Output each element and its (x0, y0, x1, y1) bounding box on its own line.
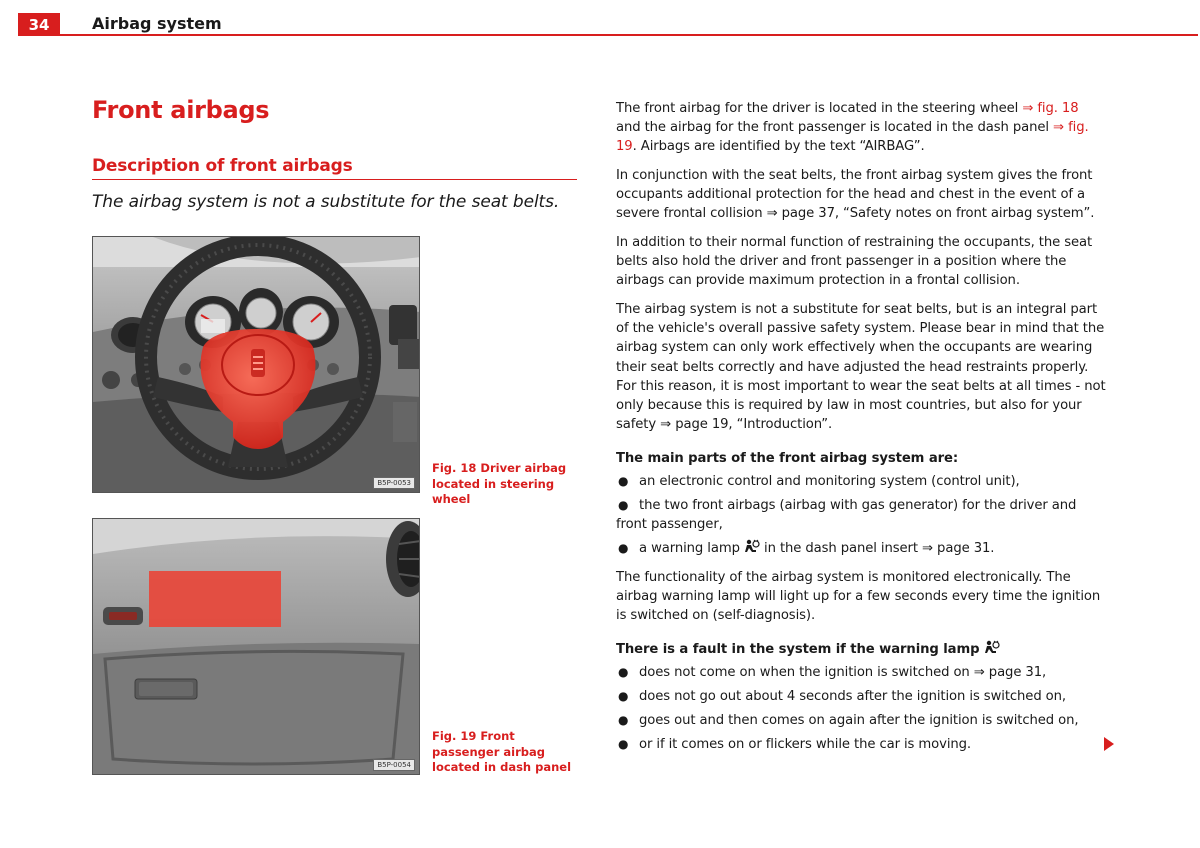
figure-code: B5P-0054 (373, 759, 415, 771)
figure-passenger-airbag (92, 518, 420, 775)
header-rule (60, 34, 1198, 36)
paragraph-seatbelts: In addition to their normal function of restraining the occupants, the seat belts also hold the driver and front passenger in a position where the airbags can provide maximum protection in a frontal collision. (616, 235, 1093, 289)
list-item (616, 496, 1106, 534)
section-heading: Front airbags (92, 96, 270, 124)
paragraph-self-diagnosis: The functionality of the airbag system is monitored electronically. The airbag warning lamp will light up for a few seconds every time the ignition is switched on (self-diagnosis). (616, 570, 1101, 624)
bullet: ● (618, 541, 629, 555)
list-item (616, 539, 1106, 558)
dash-panel-illustration (93, 519, 420, 775)
airbag-warning-lamp-icon (744, 539, 760, 554)
list-item (616, 711, 1106, 730)
figure-caption-18: Fig. 18 Driver airbag located in steering wheel (432, 461, 567, 506)
paragraph-text: The front airbag for the driver is located in the steering wheel (616, 101, 1023, 116)
figure-driver-airbag (92, 236, 420, 493)
parts-heading: The main parts of the front airbag system are: (616, 451, 959, 466)
bullet: ● (618, 713, 629, 727)
bullet: ● (618, 498, 629, 512)
list-item-text: a warning lamp (639, 541, 744, 556)
subsection-heading: Description of front airbags (92, 156, 353, 176)
continue-arrow-icon (1104, 737, 1114, 751)
page-number: 34 (18, 13, 60, 36)
bullet: ● (618, 665, 629, 679)
intro-text: The airbag system is not a substitute for the seat belts. (92, 192, 560, 212)
link-fig19[interactable]: ⇒ fig. 19 (616, 120, 1089, 155)
list-item-text: an electronic control and monitoring system (control unit), (639, 474, 1020, 489)
paragraph-location (616, 99, 1106, 157)
running-header: Airbag system (92, 14, 222, 33)
list-item (616, 687, 1106, 706)
bullet: ● (618, 474, 629, 488)
list-item (616, 735, 1106, 754)
list-item-text: in the dash panel insert ⇒ page 31. (759, 541, 995, 556)
bullet: ● (618, 689, 629, 703)
list-item (616, 663, 1106, 682)
paragraph-protection: In conjunction with the seat belts, the front airbag system gives the front occupants additional protection for the head and chest in the event of a severe frontal collision ⇒ page 37, “Safety notes on front airbag system”. (616, 168, 1095, 222)
list-item-text: goes out and then comes on again after the ignition is switched on, (639, 713, 1079, 728)
figure-caption-19: Fig. 19 Front passenger airbag located in dash panel (432, 729, 572, 774)
list-item-text: the two front airbags (airbag with gas generator) for the driver and front passenger, (616, 498, 1077, 533)
paragraph-not-substitute: The airbag system is not a substitute for seat belts, but is an integral part of the vehicle's overall passive safety system. Please bear in mind that the airbag system can only work effectively when the occupants are wearing their seat belts correctly and have adjusted the head restraints properly. For this reason, it is most important to wear the seat belts at all times - not only because this is required by law in most countries, but also for your safety ⇒ page 19, “Introduction”. (616, 302, 1106, 433)
list-item-text: does not come on when the ignition is switched on ⇒ page 31, (639, 665, 1047, 680)
list-item (616, 472, 1106, 491)
fault-heading-text: There is a fault in the system if the warning lamp (616, 642, 980, 657)
fault-heading (616, 640, 1106, 659)
bullet: ● (618, 737, 629, 751)
subsection-rule (92, 179, 577, 180)
paragraph-text: . Airbags are identified by the text “AIRBAG”. (632, 139, 925, 155)
link-fig18[interactable]: ⇒ fig. 18 (1022, 101, 1079, 116)
paragraph-text: and the airbag for the front passenger is located in the dash panel (616, 120, 1054, 136)
list-item-text: or if it comes on or flickers while the car is moving. (639, 737, 972, 752)
figure-code: B5P-0053 (373, 477, 415, 489)
steering-wheel-illustration (93, 237, 420, 493)
airbag-warning-lamp-icon (984, 640, 1000, 655)
list-item-text: does not go out about 4 seconds after the ignition is switched on, (639, 689, 1066, 704)
